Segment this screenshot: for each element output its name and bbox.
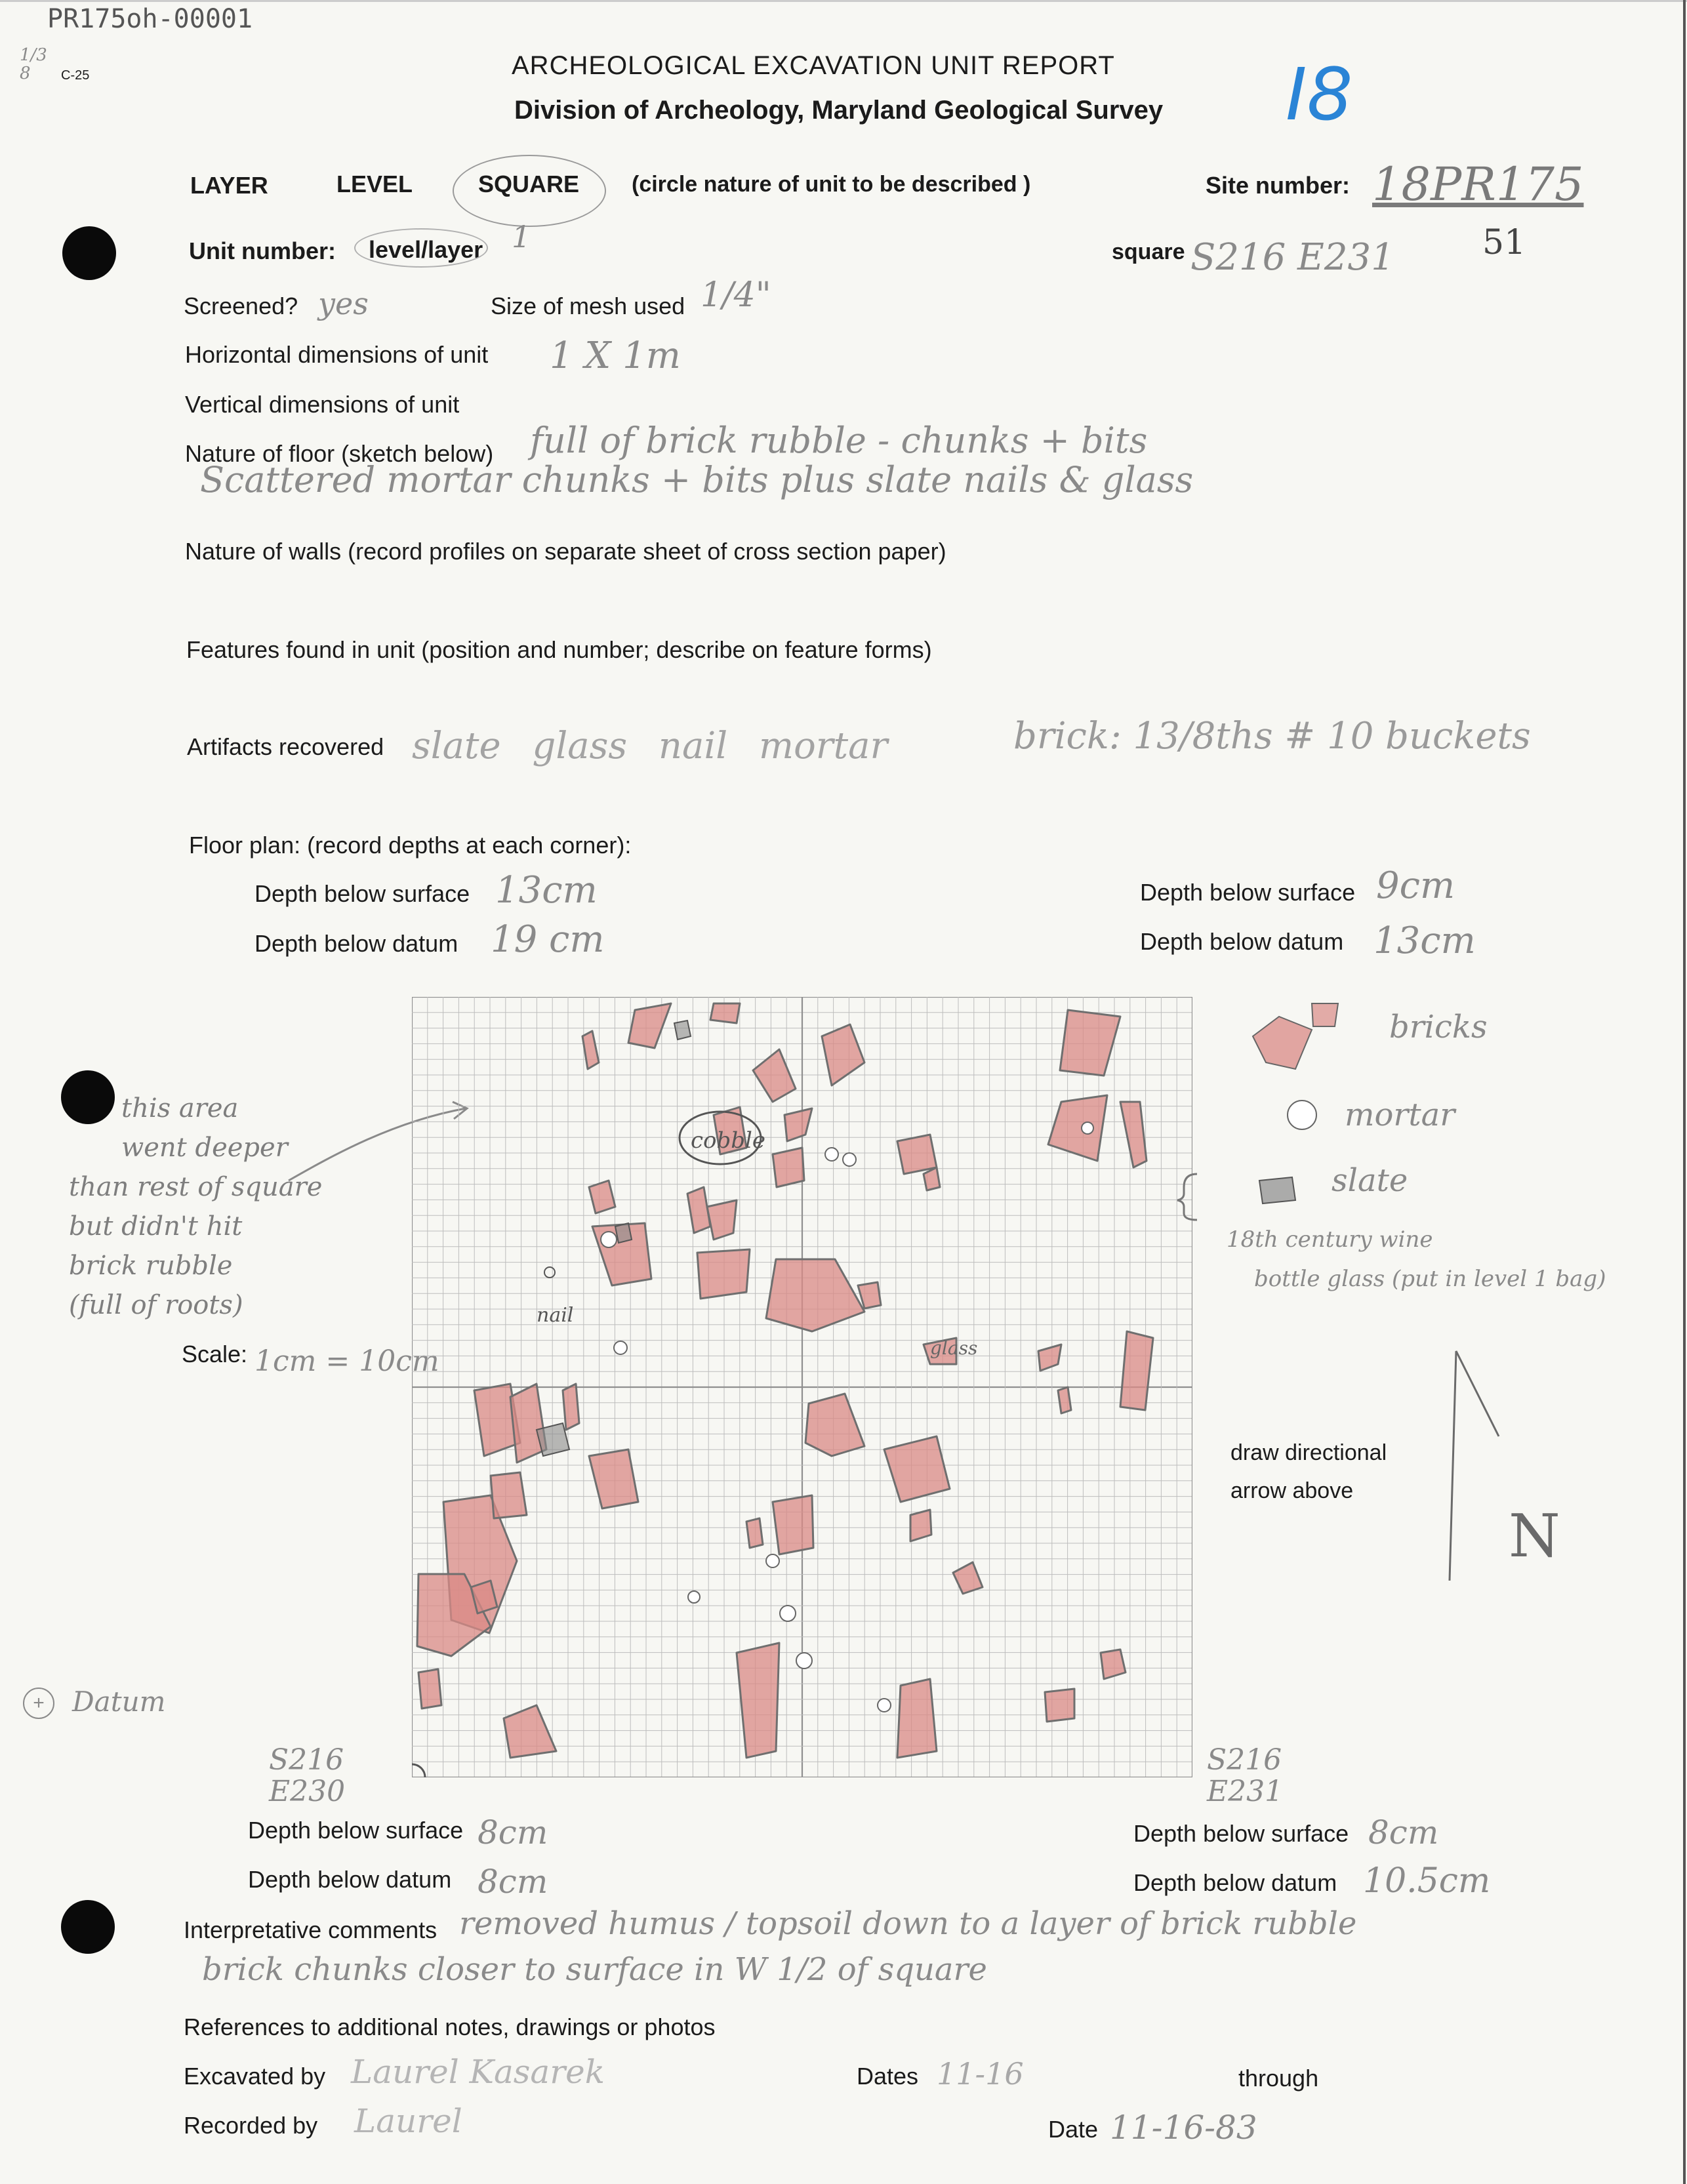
punch-hole-bottom	[61, 1900, 115, 1954]
wine-note-line2: bottle glass (put in level 1 bag)	[1254, 1266, 1606, 1292]
brick-fragment	[697, 1249, 750, 1299]
horizontal-dim-label: Horizontal dimensions of unit	[185, 341, 489, 368]
se-surface-label: Depth below surface	[1133, 1820, 1349, 1847]
legend-bricks-label: bricks	[1389, 1009, 1488, 1045]
recorded-value[interactable]: Laurel	[354, 2102, 462, 2140]
brick-fragment	[897, 1679, 937, 1758]
ne-surface-label: Depth below surface	[1140, 879, 1356, 906]
brick-fragment	[1058, 1387, 1071, 1413]
glass-label: glass	[930, 1337, 978, 1359]
square-number: 51	[1482, 223, 1526, 262]
screened-value[interactable]: yes	[318, 286, 369, 321]
brick-fragment	[1101, 1649, 1126, 1679]
legend-mortar-swatch	[1288, 1101, 1316, 1129]
ne-datum-label: Depth below datum	[1140, 928, 1344, 955]
scale-label: Scale:	[182, 1341, 248, 1367]
legend-slate-label: slate	[1331, 1162, 1408, 1199]
brick-fragment	[510, 1384, 546, 1463]
mortar-bit	[825, 1148, 838, 1161]
nw-datum-value[interactable]: 19 cm	[491, 918, 605, 961]
wine-note-bracket	[1168, 1167, 1227, 1226]
walls-label: Nature of walls (record profiles on separate sheet of cross section paper)	[185, 538, 946, 565]
sw-datum-value[interactable]: 8cm	[478, 1863, 548, 1901]
brick-fragment	[746, 1518, 763, 1548]
mortar-bit	[688, 1591, 700, 1603]
brick-fragment	[953, 1562, 983, 1594]
excavated-value[interactable]: Laurel Kasarek	[351, 2053, 605, 2091]
sw-coordinates	[269, 1745, 345, 1808]
square-value[interactable]: S216 E231	[1190, 236, 1394, 279]
brick-fragment	[753, 1049, 796, 1102]
arrow-instruction-line2: arrow above	[1230, 1478, 1354, 1503]
brick-fragment	[737, 1643, 779, 1758]
floor-nature-line2[interactable]: Scattered mortar chunks + bits plus slate nails & glass	[200, 459, 1194, 500]
brick-fragment	[1060, 1010, 1120, 1076]
brick-fragment	[563, 1384, 579, 1430]
se-coordinates	[1207, 1745, 1283, 1808]
unit-type-layer[interactable]: LAYER	[190, 172, 268, 199]
brick-fragment	[822, 1024, 864, 1085]
dates-label: Dates	[857, 2063, 919, 2090]
brick-fragment	[910, 1510, 931, 1541]
brick-fragment	[582, 1031, 599, 1069]
brick-fragment	[897, 1135, 937, 1174]
page-right-edge	[1683, 0, 1686, 2184]
comments-line2[interactable]: brick chunks closer to surface in W 1/2 of square	[202, 1951, 987, 1988]
horizontal-dim-value[interactable]: 1 X 1m	[550, 334, 681, 377]
mortar-bit	[843, 1153, 856, 1166]
brick-fragment	[707, 1200, 737, 1240]
through-label: through	[1238, 2065, 1319, 2092]
brick-fragment	[884, 1436, 950, 1502]
brick-fragment	[773, 1148, 804, 1187]
mortar-bit	[614, 1341, 627, 1354]
floor-nature-label: Nature of floor (sketch below)	[185, 440, 494, 467]
comments-label: Interpretative comments	[184, 1916, 437, 1943]
nw-surface-label: Depth below surface	[254, 880, 470, 907]
features-label: Features found in unit (position and number; describe on feature forms)	[186, 636, 932, 663]
date-label: Date	[1048, 2116, 1099, 2143]
brick-fragment	[504, 1705, 556, 1758]
se-coord-line2: E231	[1207, 1775, 1284, 1808]
nw-surface-value[interactable]: 13cm	[495, 869, 598, 912]
north-arrow-icon	[1436, 1338, 1515, 1587]
vertical-dim-label: Vertical dimensions of unit	[185, 391, 460, 418]
mesh-label: Size of mesh used	[491, 293, 685, 319]
sw-surface-label: Depth below surface	[248, 1817, 464, 1844]
layer-circle-mark	[354, 228, 488, 268]
mortar-bit	[601, 1232, 617, 1247]
datum-marker-icon: +	[23, 1688, 54, 1719]
square-label: square	[1112, 239, 1185, 264]
legend-mortar-label: mortar	[1345, 1097, 1455, 1133]
artifacts-label: Artifacts recovered	[187, 733, 384, 760]
unit-type-square[interactable]: SQUARE	[478, 171, 580, 197]
unit-type-level[interactable]: LEVEL	[336, 171, 413, 197]
mortar-bit	[1082, 1122, 1093, 1134]
brick-fragment	[418, 1669, 441, 1709]
legend-brick-swatch	[1253, 1017, 1312, 1069]
site-number-value[interactable]: 18PR175	[1372, 157, 1584, 211]
side-note-line: than rest of square	[69, 1172, 323, 1202]
mortar-bit	[780, 1606, 796, 1621]
margin-note: 1/3 8	[20, 45, 47, 83]
slate-piece	[615, 1223, 632, 1243]
grade-mark: I8	[1286, 52, 1353, 136]
artifacts-value[interactable]: slate glass nail mortar	[412, 725, 888, 767]
unit-number-label: Unit number:	[189, 237, 336, 264]
scale-value[interactable]: 1cm = 10cm	[254, 1345, 439, 1378]
brick-fragment	[1045, 1689, 1074, 1722]
mortar-bit	[796, 1653, 812, 1668]
floor-plan-grid	[412, 997, 1192, 1777]
side-note-line: but didn't hit	[69, 1211, 243, 1242]
unit-type-instruction: (circle nature of unit to be described )	[632, 172, 1031, 197]
datum-label: Datum	[72, 1686, 166, 1718]
brick-fragment	[589, 1449, 638, 1508]
nw-datum-label: Depth below datum	[254, 930, 458, 957]
unit-number-value[interactable]: 1	[512, 219, 531, 254]
brick-fragment	[710, 1003, 740, 1023]
mortar-bit	[766, 1554, 779, 1567]
brick-fragment	[784, 1108, 812, 1141]
sw-surface-value[interactable]: 8cm	[478, 1813, 548, 1851]
nail-icon	[544, 1267, 555, 1278]
slate-piece	[537, 1423, 569, 1456]
floor-nature-line1[interactable]: full of brick rubble - chunks + bits	[530, 420, 1148, 461]
recorded-label: Recorded by	[184, 2112, 318, 2139]
date-value[interactable]: 11-16-83	[1110, 2109, 1257, 2147]
sw-coord-line1: S216	[269, 1743, 344, 1777]
datum-corner-icon	[412, 1764, 425, 1777]
brick-fragment	[1038, 1345, 1061, 1371]
brick-fragment	[1120, 1331, 1153, 1410]
se-datum-label: Depth below datum	[1133, 1869, 1337, 1896]
brick-fragment	[1048, 1095, 1107, 1161]
ne-surface-value[interactable]: 9cm	[1376, 864, 1455, 907]
brick-fragment	[766, 1259, 864, 1331]
se-surface-value[interactable]: 8cm	[1368, 1813, 1439, 1851]
brick-fragment	[1120, 1102, 1147, 1167]
nail-label: nail	[537, 1304, 574, 1327]
brick-fragment	[924, 1167, 940, 1190]
mortar-bit	[878, 1699, 891, 1712]
form-title: ARCHEOLOGICAL EXCAVATION UNIT REPORT	[512, 51, 1115, 80]
north-letter: N	[1509, 1502, 1560, 1571]
corner-id: PR175oh-00001	[47, 4, 253, 34]
se-datum-value[interactable]: 10.5cm	[1363, 1861, 1491, 1901]
form-subtitle: Division of Archeology, Maryland Geological Survey	[514, 96, 1164, 125]
site-number-label: Site number:	[1206, 172, 1351, 199]
punch-hole-top	[62, 226, 116, 280]
legend-brick-swatch	[1312, 1003, 1338, 1026]
ne-datum-value[interactable]: 13cm	[1373, 920, 1476, 962]
dates-value[interactable]: 11-16	[937, 2056, 1024, 2092]
side-note-line: (full of roots)	[69, 1290, 243, 1320]
mesh-value[interactable]: 1/4"	[701, 275, 771, 315]
page-top-edge	[0, 0, 1687, 2]
form-code: C-25	[61, 68, 90, 83]
arrow-instruction-line1: draw directional	[1230, 1440, 1387, 1465]
slate-piece	[674, 1021, 691, 1040]
references-label: References to additional notes, drawings or photos	[184, 2013, 716, 2040]
brick-fragment	[773, 1495, 813, 1554]
excavated-label: Excavated by	[184, 2063, 326, 2090]
side-note-line: brick rubble	[69, 1251, 233, 1281]
se-coord-line1: S216	[1207, 1743, 1282, 1777]
unit-number-sublabel: level/layer	[369, 236, 483, 263]
artifacts-bricks[interactable]: brick: 13/8ths # 10 buckets	[1013, 715, 1531, 758]
brick-fragment	[589, 1181, 615, 1213]
screened-label: Screened?	[184, 293, 298, 319]
sw-coord-line2: E230	[269, 1775, 346, 1808]
brick-fragment	[628, 1003, 671, 1048]
legend-slate-swatch	[1259, 1177, 1295, 1203]
wine-note-line1: 18th century wine	[1227, 1226, 1433, 1253]
cobble-label: cobble	[691, 1127, 766, 1154]
comments-line1[interactable]: removed humus / topsoil down to a layer of brick rubble	[459, 1905, 1357, 1942]
side-note-line: this area	[121, 1093, 239, 1123]
sw-datum-label: Depth below datum	[248, 1866, 452, 1893]
square-circle-mark	[453, 155, 606, 227]
side-note-line: went deeper	[121, 1133, 288, 1163]
floor-plan-label: Floor plan: (record depths at each corner):	[189, 832, 632, 859]
brick-fragment	[491, 1472, 527, 1518]
